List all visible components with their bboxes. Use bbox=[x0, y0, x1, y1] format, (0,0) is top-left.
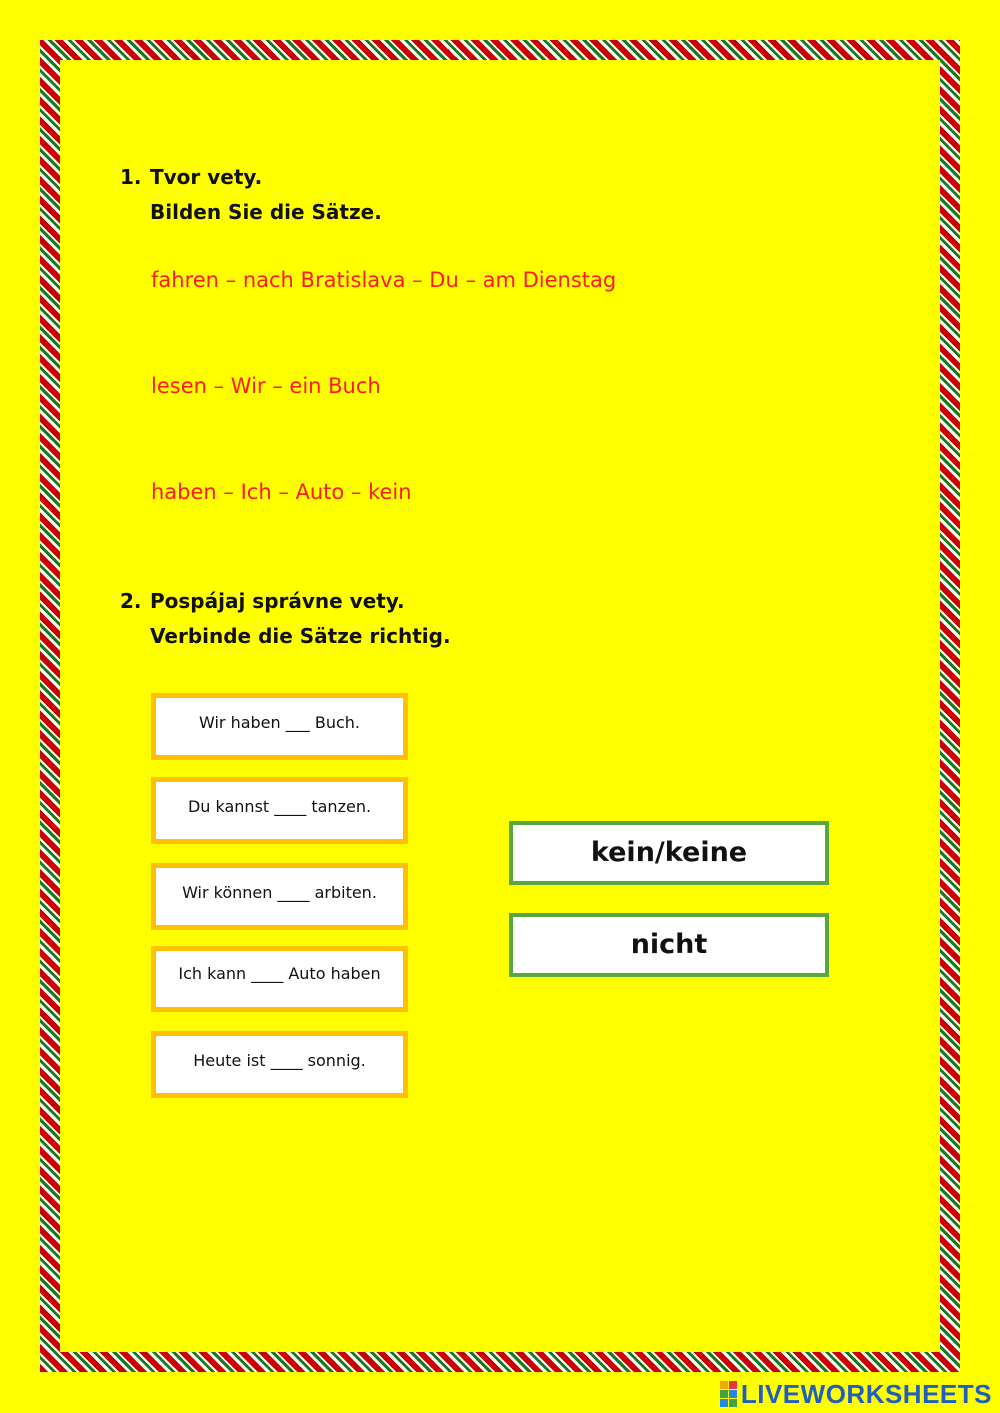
section-2-title bbox=[120, 584, 451, 654]
section-1-number: 1. bbox=[120, 165, 142, 189]
prompt-1: fahren – nach Bratislava – Du – am Dienstag bbox=[151, 268, 617, 292]
answer-box-kein-keine[interactable]: kein/keine bbox=[509, 821, 829, 885]
sentence-card-1[interactable]: Wir haben ___ Buch. bbox=[151, 693, 408, 760]
sentence-card-3[interactable]: Wir können ____ arbiten. bbox=[151, 863, 408, 930]
section-2-title-sk: Pospájaj správne vety. bbox=[150, 589, 405, 613]
section-2-title-de: Verbinde die Sätze richtig. bbox=[150, 624, 451, 648]
liveworksheets-logo bbox=[720, 1379, 992, 1409]
logo-text: LIVEWORKSHEETS bbox=[740, 1378, 992, 1409]
logo-mark-icon bbox=[720, 1381, 737, 1407]
sentence-card-4[interactable]: Ich kann ____ Auto haben bbox=[151, 946, 408, 1012]
sentence-card-2[interactable]: Du kannst ____ tanzen. bbox=[151, 777, 408, 844]
section-1-title bbox=[120, 160, 382, 230]
sentence-card-5[interactable]: Heute ist ____ sonnig. bbox=[151, 1031, 408, 1098]
prompt-3: haben – Ich – Auto – kein bbox=[151, 480, 412, 504]
section-1-title-sk: Tvor vety. bbox=[150, 165, 263, 189]
answer-box-nicht[interactable]: nicht bbox=[509, 913, 829, 977]
section-1-title-de: Bilden Sie die Sätze. bbox=[150, 200, 382, 224]
prompt-2: lesen – Wir – ein Buch bbox=[151, 374, 381, 398]
section-2-number: 2. bbox=[120, 589, 142, 613]
